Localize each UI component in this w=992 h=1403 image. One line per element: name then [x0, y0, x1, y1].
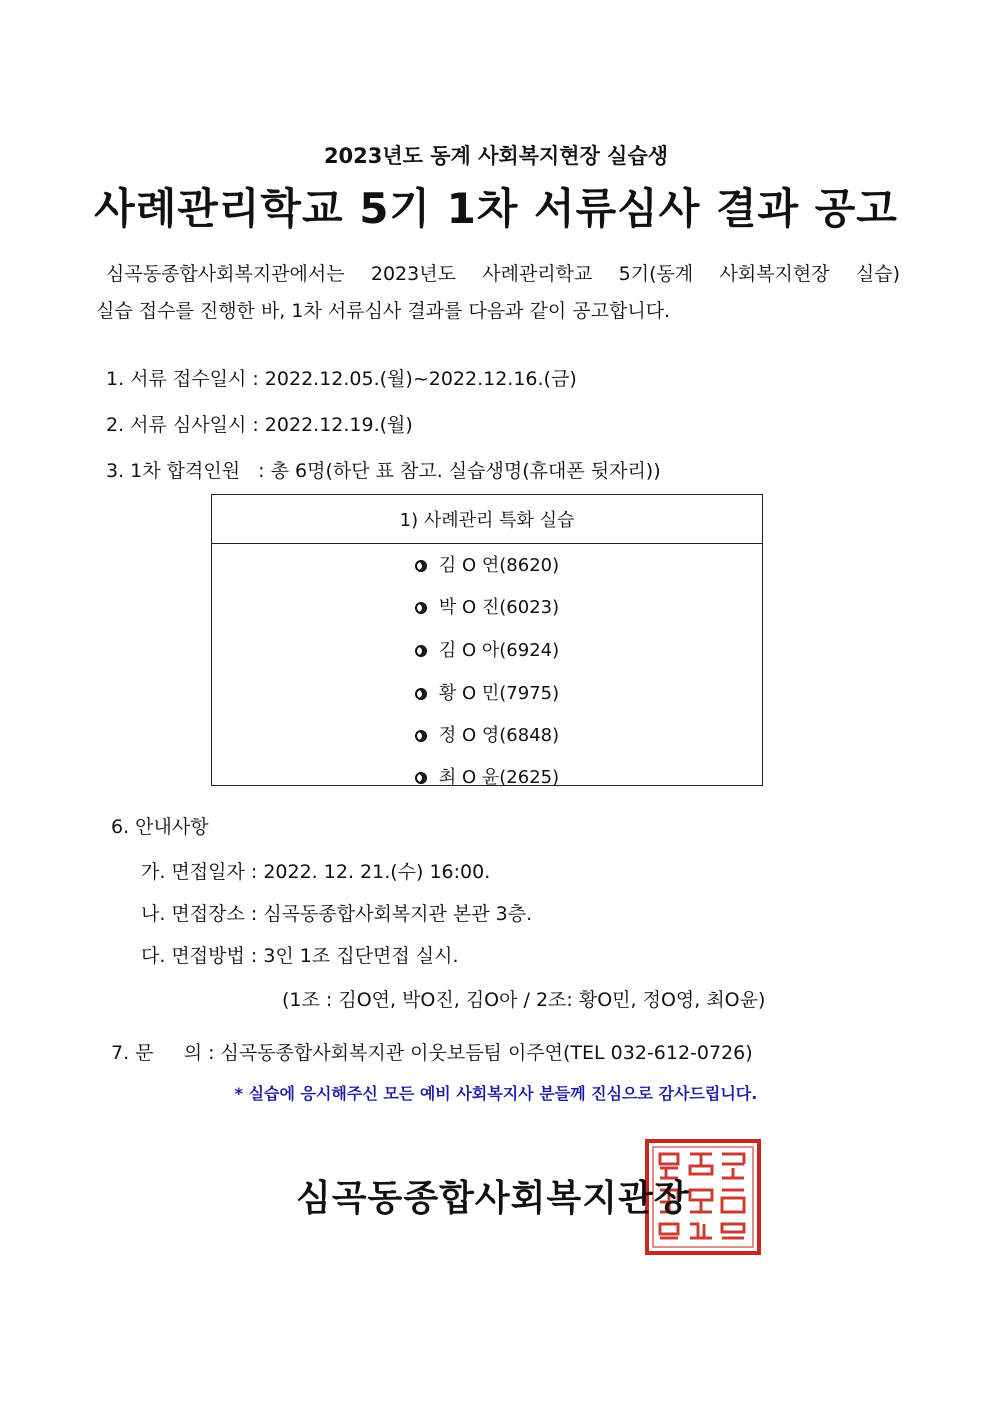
table-row: 김 O 연(8620): [212, 551, 762, 577]
table-row: 황 O 민(7975): [212, 679, 762, 705]
table-header: 1) 사례관리 특화 실습: [212, 495, 762, 544]
interview-method: 다. 면접방법 : 3인 1조 집단면접 실시.: [141, 945, 459, 967]
table-row: 정 O 영(6848): [212, 721, 762, 747]
passed-count: 3. 1차 합격인원 : 총 6명(하단 표 참고. 실습생명(휴대폰 뒷자리)): [106, 460, 661, 482]
circle-bullet-icon: [415, 645, 427, 657]
inquiry-contact: 7. 문 의 : 심곡동종합사회복지관 이웃보듬팀 이주연(TEL 032-612-0726): [111, 1042, 753, 1064]
intro-line-1: 심곡동종합사회복지관에서는 2023년도 사례관리학교 5기(동계 사회복지현장 실습): [106, 263, 900, 285]
review-date: 2. 서류 심사일시 : 2022.12.19.(월): [106, 414, 413, 436]
intro-line-2: 실습 접수를 진행한 바, 1차 서류심사 결과를 다음과 같이 공고합니다.: [96, 300, 671, 322]
circle-bullet-icon: [415, 772, 427, 784]
table-row: 박 O 진(6023): [212, 593, 762, 619]
intro-paragraph: [96, 256, 900, 330]
circle-bullet-icon: [415, 688, 427, 700]
table-row: 최 O 윤(2625): [212, 763, 762, 789]
circle-bullet-icon: [415, 560, 427, 572]
interview-place: 나. 면접장소 : 심곡동종합사회복지관 본관 3층.: [141, 903, 533, 925]
interview-groups: (1조 : 김O연, 박O진, 김O아 / 2조: 황O민, 정O영, 최O윤): [282, 989, 766, 1011]
thanks-note: * 실습에 응시해주신 모든 예비 사회복지사 분들께 진심으로 감사드립니다.: [234, 1084, 758, 1103]
circle-bullet-icon: [415, 602, 427, 614]
signature-org-head: 심곡동종합사회복지관장: [296, 1178, 690, 1219]
notice-title: 사례관리학교 5기 1차 서류심사 결과 공고: [94, 184, 898, 233]
guide-title: 6. 안내사항: [111, 816, 209, 838]
receipt-period: 1. 서류 접수일시 : 2022.12.05.(월)~2022.12.16.(금): [106, 368, 577, 390]
interview-date: 가. 면접일자 : 2022. 12. 21.(수) 16:00.: [141, 861, 491, 883]
notice-subtitle: 2023년도 동계 사회복지현장 실습생: [323, 144, 669, 168]
results-table: [211, 494, 763, 786]
circle-bullet-icon: [415, 730, 427, 742]
table-row: 김 O 아(6924): [212, 636, 762, 662]
